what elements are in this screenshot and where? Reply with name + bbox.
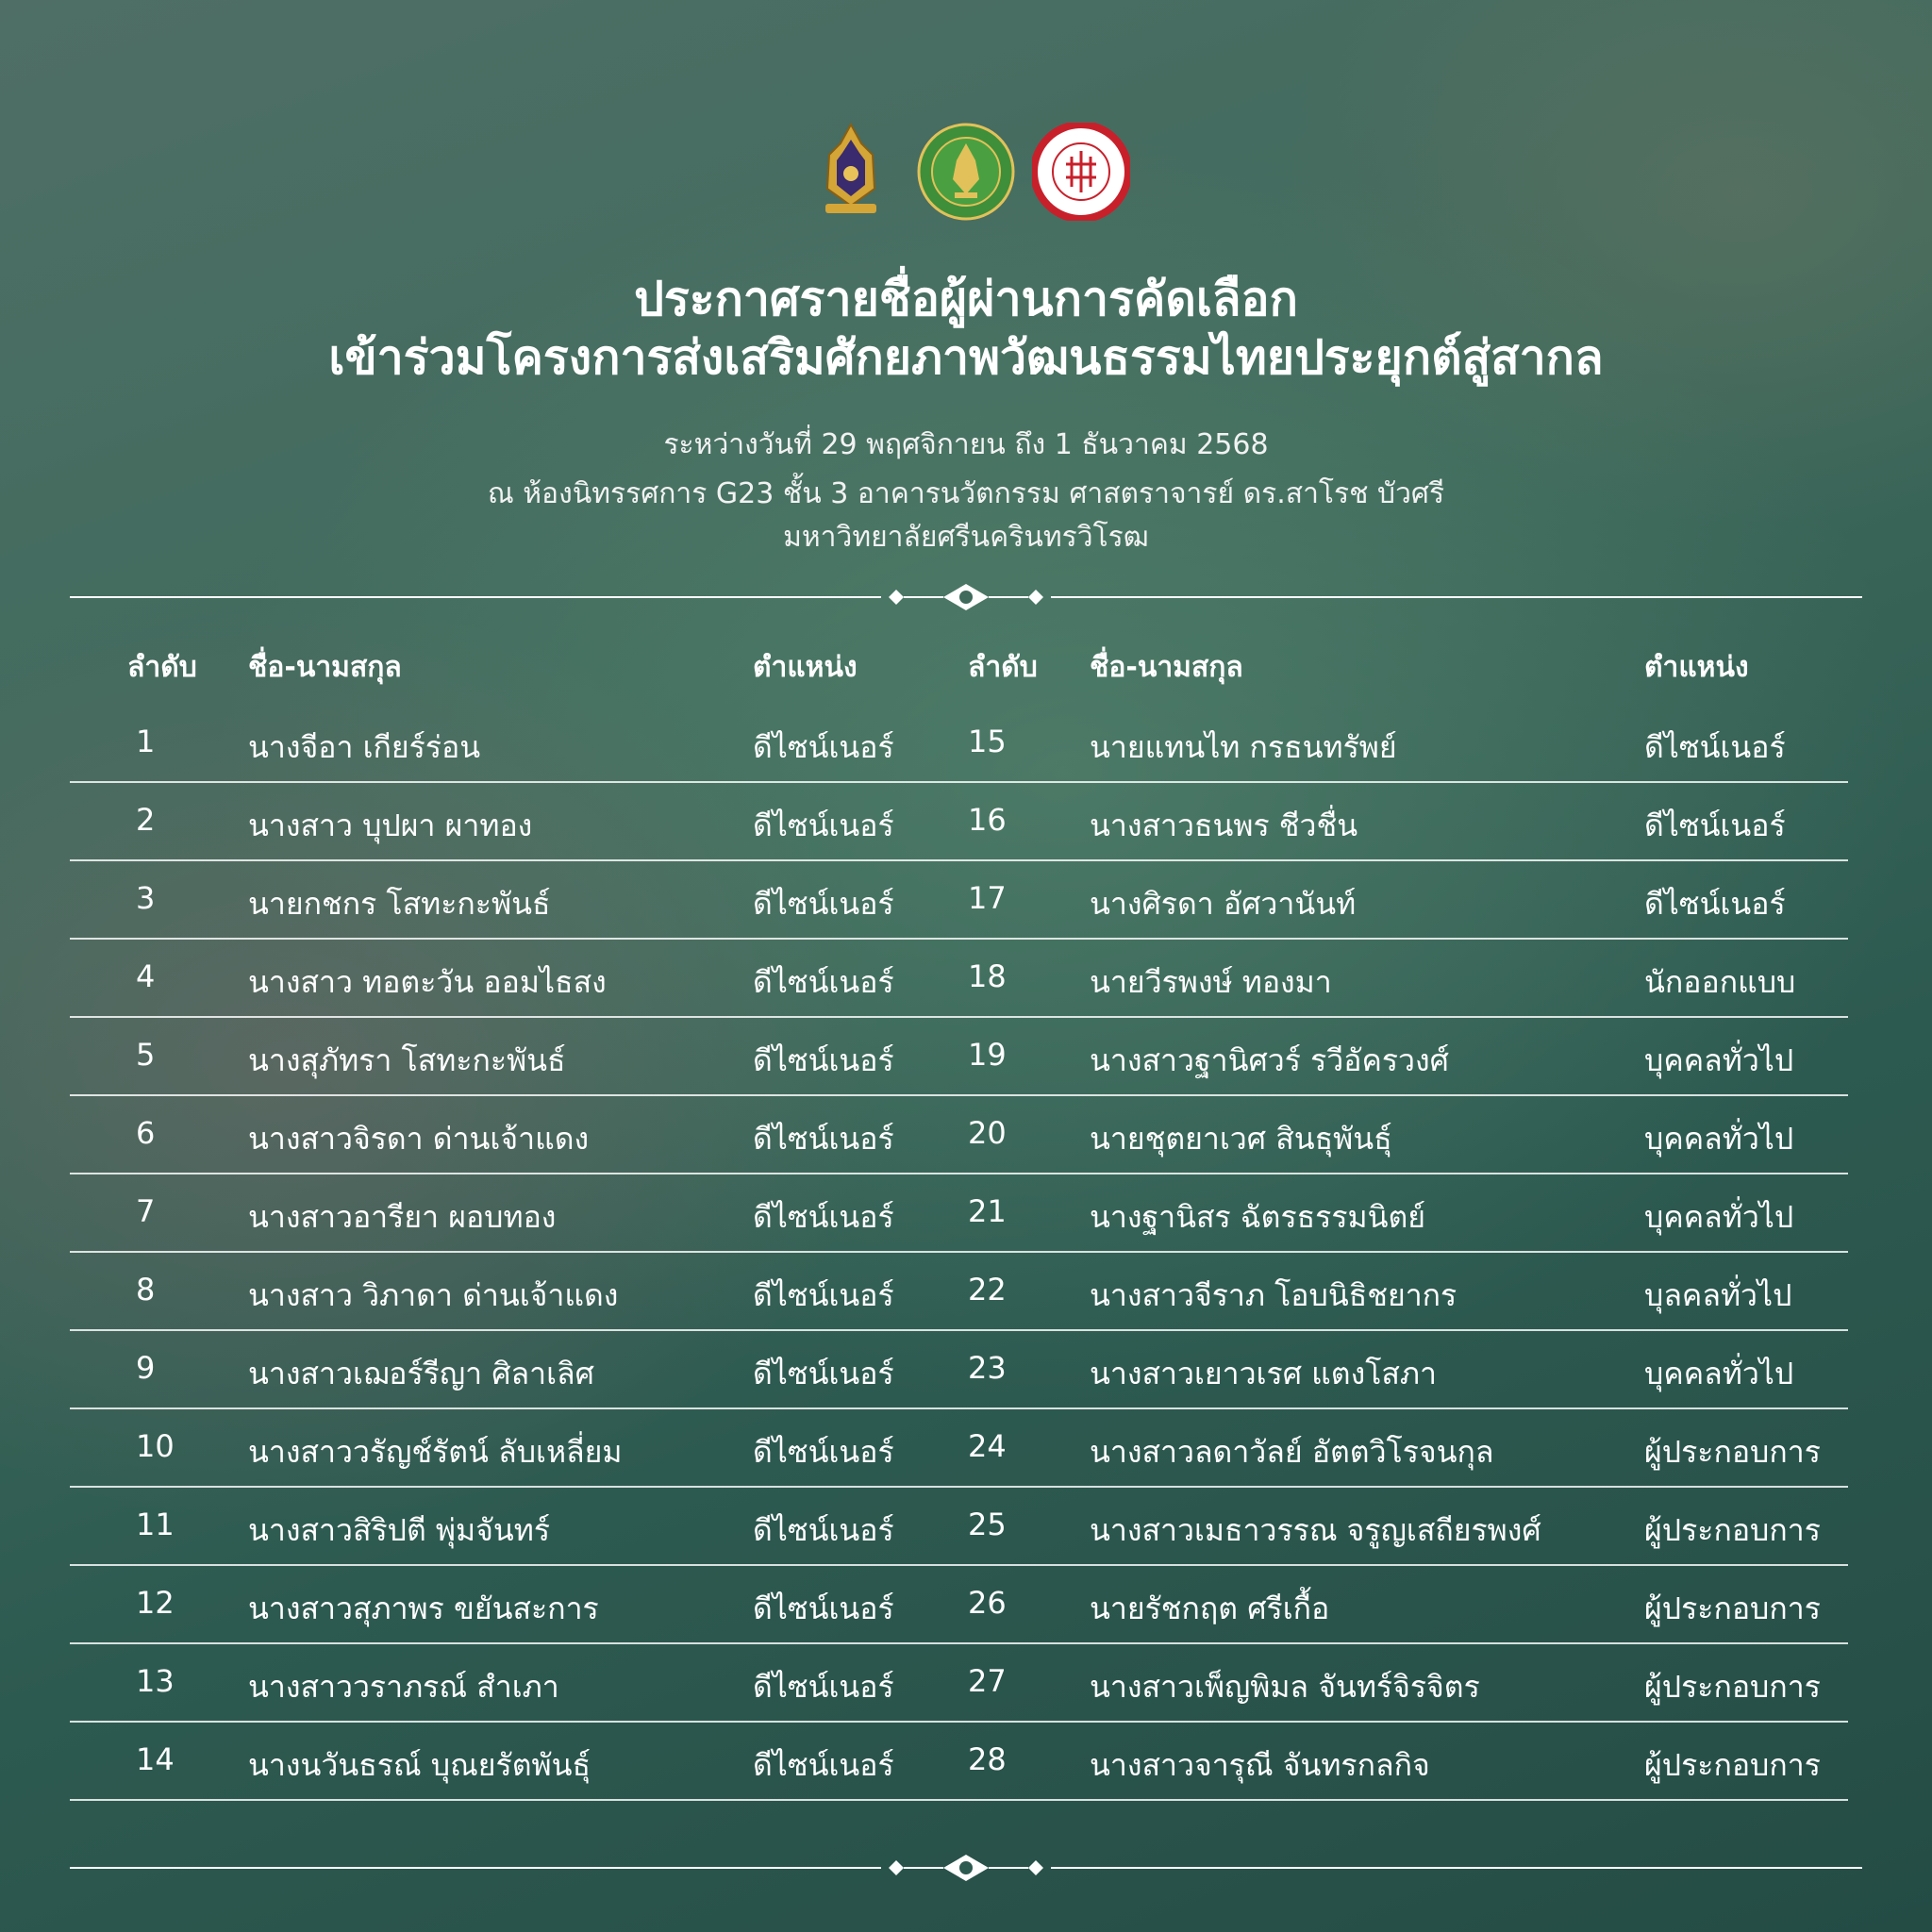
participant-position: ดีไซน์เนอร์: [753, 886, 894, 922]
participant-name: นางสาวจารุณี จันทรกลกิจ: [1090, 1747, 1430, 1783]
participant-name: นางสาวเพ็ญพิมล จันทร์จิรจิตร: [1090, 1669, 1480, 1705]
row-number: 5: [136, 1037, 156, 1073]
event-venue: ณ ห้องนิทรรศการ G23 ชั้น 3 อาคารนวัตกรรม ศาสตราจารย์ ดร.สาโรช บัวศรี: [487, 477, 1445, 510]
row-number: 20: [968, 1115, 1007, 1151]
row-number: 27: [968, 1663, 1007, 1699]
participant-position: บุคคลทั่วไป: [1644, 1121, 1794, 1157]
row-number: 16: [968, 802, 1007, 838]
row-number: 22: [968, 1272, 1007, 1307]
table-row: [70, 1253, 1848, 1331]
table-row: [70, 940, 1848, 1018]
header-name-left: ชื่อ-นามสกุล: [248, 651, 402, 684]
participant-name: นางสาวจิรดา ด่านเจ้าแดง: [248, 1121, 590, 1157]
header-no-left: ลำดับ: [127, 651, 197, 684]
participant-table: [0, 705, 1932, 1801]
participant-position: บุคคลทั่วไป: [1644, 1356, 1794, 1391]
participant-position: บุคคลทั่วไป: [1644, 1042, 1794, 1078]
participant-position: ดีไซน์เนอร์: [753, 1747, 894, 1783]
participant-name: นายแทนไท กรธนทรัพย์: [1090, 729, 1397, 765]
participant-position: ผู้ประกอบการ: [1644, 1434, 1821, 1470]
participant-position: บุคคลทั่วไป: [1644, 1199, 1794, 1235]
participant-name: นางสาวอารียา ผอบทอง: [248, 1199, 557, 1235]
participant-name: นางสาวสุภาพร ขยันสะการ: [248, 1591, 599, 1626]
participant-name: นางสาวลดาวัลย์ อัตตวิโรจนกุล: [1090, 1434, 1494, 1470]
table-row: [70, 1644, 1848, 1723]
participant-position: ดีไซน์เนอร์: [753, 729, 894, 765]
row-number: 4: [136, 958, 156, 994]
participant-position: ดีไซน์เนอร์: [1644, 729, 1786, 765]
row-number: 17: [968, 880, 1007, 916]
header-name-right: ชื่อ-นามสกุล: [1090, 651, 1243, 684]
header-position-left: ตำแหน่ง: [753, 651, 858, 684]
table-header: [0, 645, 1932, 692]
row-number: 14: [136, 1741, 175, 1777]
participant-position: ดีไซน์เนอร์: [753, 1356, 894, 1391]
row-number: 10: [136, 1428, 175, 1464]
participant-position: ดีไซน์เนอร์: [753, 808, 894, 843]
table-row: [70, 1723, 1848, 1801]
participant-position: ดีไซน์เนอร์: [753, 1277, 894, 1313]
row-number: 28: [968, 1741, 1007, 1777]
participant-name: นางสาววราภรณ์ สำเภา: [248, 1669, 559, 1705]
row-number: 26: [968, 1585, 1007, 1621]
participant-name: นางสาวฐานิศวร์ รวีอัครวงศ์: [1090, 1042, 1449, 1078]
participant-name: นางนวันธรณ์ บุณยรัตพันธุ์: [248, 1747, 591, 1783]
logo-row: [0, 123, 1932, 221]
title-line-2: เข้าร่วมโครงการส่งเสริมศักยภาพวัฒนธรรมไทยประยุกต์สู่สากล: [328, 330, 1604, 385]
title-line-1: ประกาศรายชื่อผู้ผ่านการคัดเลือก: [634, 272, 1298, 326]
table-row: [70, 1331, 1848, 1409]
row-number: 19: [968, 1037, 1007, 1073]
row-number: 2: [136, 802, 156, 838]
participant-position: ดีไซน์เนอร์: [753, 1042, 894, 1078]
participant-name: นางสาวเยาวเรศ แตงโสภา: [1090, 1356, 1437, 1391]
participant-name: นางสาว บุปผา ผาทอง: [248, 808, 533, 843]
table-row: [70, 1018, 1848, 1096]
participant-name: นางสาวธนพร ชีวชื่น: [1090, 808, 1358, 843]
participant-name: นางสาวเมธาวรรณ จรูญเสถียรพงศ์: [1090, 1512, 1541, 1548]
ornamental-divider-top: [70, 578, 1862, 616]
ornamental-divider-bottom: [70, 1849, 1862, 1887]
row-number: 8: [136, 1272, 156, 1307]
event-university: มหาวิทยาลัยศรีนครินทรวิโรฒ: [783, 521, 1149, 554]
department-of-cultural-promotion-logo: [917, 123, 1015, 221]
participant-position: ดีไซน์เนอร์: [753, 1121, 894, 1157]
participant-position: ดีไซน์เนอร์: [753, 964, 894, 1000]
participant-name: นางสาว วิภาดา ด่านเจ้าแดง: [248, 1277, 619, 1313]
table-row: [70, 1409, 1848, 1488]
participant-name: นางสาวสิริปตี พุ่มจันทร์: [248, 1512, 551, 1548]
event-date: ระหว่างวันที่ 29 พฤศจิกายน ถึง 1 ธันวาคม 2568: [663, 428, 1269, 461]
participant-position: ผู้ประกอบการ: [1644, 1512, 1821, 1548]
header-position-right: ตำแหน่ง: [1644, 651, 1749, 684]
table-row: [70, 861, 1848, 940]
participant-name: นายวีรพงษ์ ทองมา: [1090, 964, 1332, 1000]
participant-position: ดีไซน์เนอร์: [753, 1591, 894, 1626]
participant-name: นางสาว ทอตะวัน ออมไธสง: [248, 964, 607, 1000]
table-row: [70, 1096, 1848, 1174]
participant-position: ผู้ประกอบการ: [1644, 1669, 1821, 1705]
row-number: 11: [136, 1507, 175, 1542]
participant-name: นายกชกร โสทะกะพันธ์: [248, 886, 551, 922]
participant-position: ดีไซน์เนอร์: [753, 1512, 894, 1548]
row-number: 21: [968, 1193, 1007, 1229]
participant-name: นายรัชกฤต ศรีเกื้อ: [1090, 1591, 1330, 1626]
row-number: 25: [968, 1507, 1007, 1542]
row-number: 18: [968, 958, 1007, 994]
row-number: 24: [968, 1428, 1007, 1464]
row-number: 9: [136, 1350, 156, 1386]
participant-position: ดีไซน์เนอร์: [753, 1669, 894, 1705]
srinakharinwirot-university-logo: [1032, 123, 1130, 221]
participant-position: ผู้ประกอบการ: [1644, 1591, 1821, 1626]
participant-name: นางสาววรัญช์รัตน์ ลับเหลี่ยม: [248, 1434, 623, 1470]
row-number: 3: [136, 880, 156, 916]
row-number: 13: [136, 1663, 175, 1699]
table-row: [70, 705, 1848, 783]
row-number: 12: [136, 1585, 175, 1621]
participant-name: นางจีอา เกียร์ร่อน: [248, 729, 481, 765]
participant-name: นางสาวจีราภ โอบนิธิชยากร: [1090, 1277, 1457, 1313]
header-no-right: ลำดับ: [968, 651, 1038, 684]
participant-position: ดีไซน์เนอร์: [1644, 886, 1786, 922]
participant-name: นายชุตยาเวศ สินธุพันธุ์: [1090, 1121, 1392, 1157]
participant-name: นางฐานิสร ฉัตรธรรมนิตย์: [1090, 1199, 1426, 1235]
row-number: 23: [968, 1350, 1007, 1386]
participant-name: นางศิรดา อัศวานันท์: [1090, 886, 1357, 922]
row-number: 15: [968, 724, 1007, 759]
table-row: [70, 1488, 1848, 1566]
participant-position: นักออกแบบ: [1644, 964, 1796, 1000]
participant-name: นางสาวเฌอร์รีญา ศิลาเลิศ: [248, 1356, 594, 1391]
row-number: 1: [136, 724, 156, 759]
row-number: 7: [136, 1193, 156, 1229]
participant-position: ดีไซน์เนอร์: [753, 1199, 894, 1235]
participant-name: นางสุภัทรา โสทะกะพันธ์: [248, 1042, 566, 1078]
participant-position: บุลคลทั่วไป: [1644, 1277, 1792, 1313]
table-row: [70, 1566, 1848, 1644]
participant-position: ดีไซน์เนอร์: [753, 1434, 894, 1470]
participant-position: ผู้ประกอบการ: [1644, 1747, 1821, 1783]
participant-position: ดีไซน์เนอร์: [1644, 808, 1786, 843]
thai-crest-logo: [802, 123, 900, 221]
table-row: [70, 1174, 1848, 1253]
table-row: [70, 783, 1848, 861]
row-number: 6: [136, 1115, 156, 1151]
